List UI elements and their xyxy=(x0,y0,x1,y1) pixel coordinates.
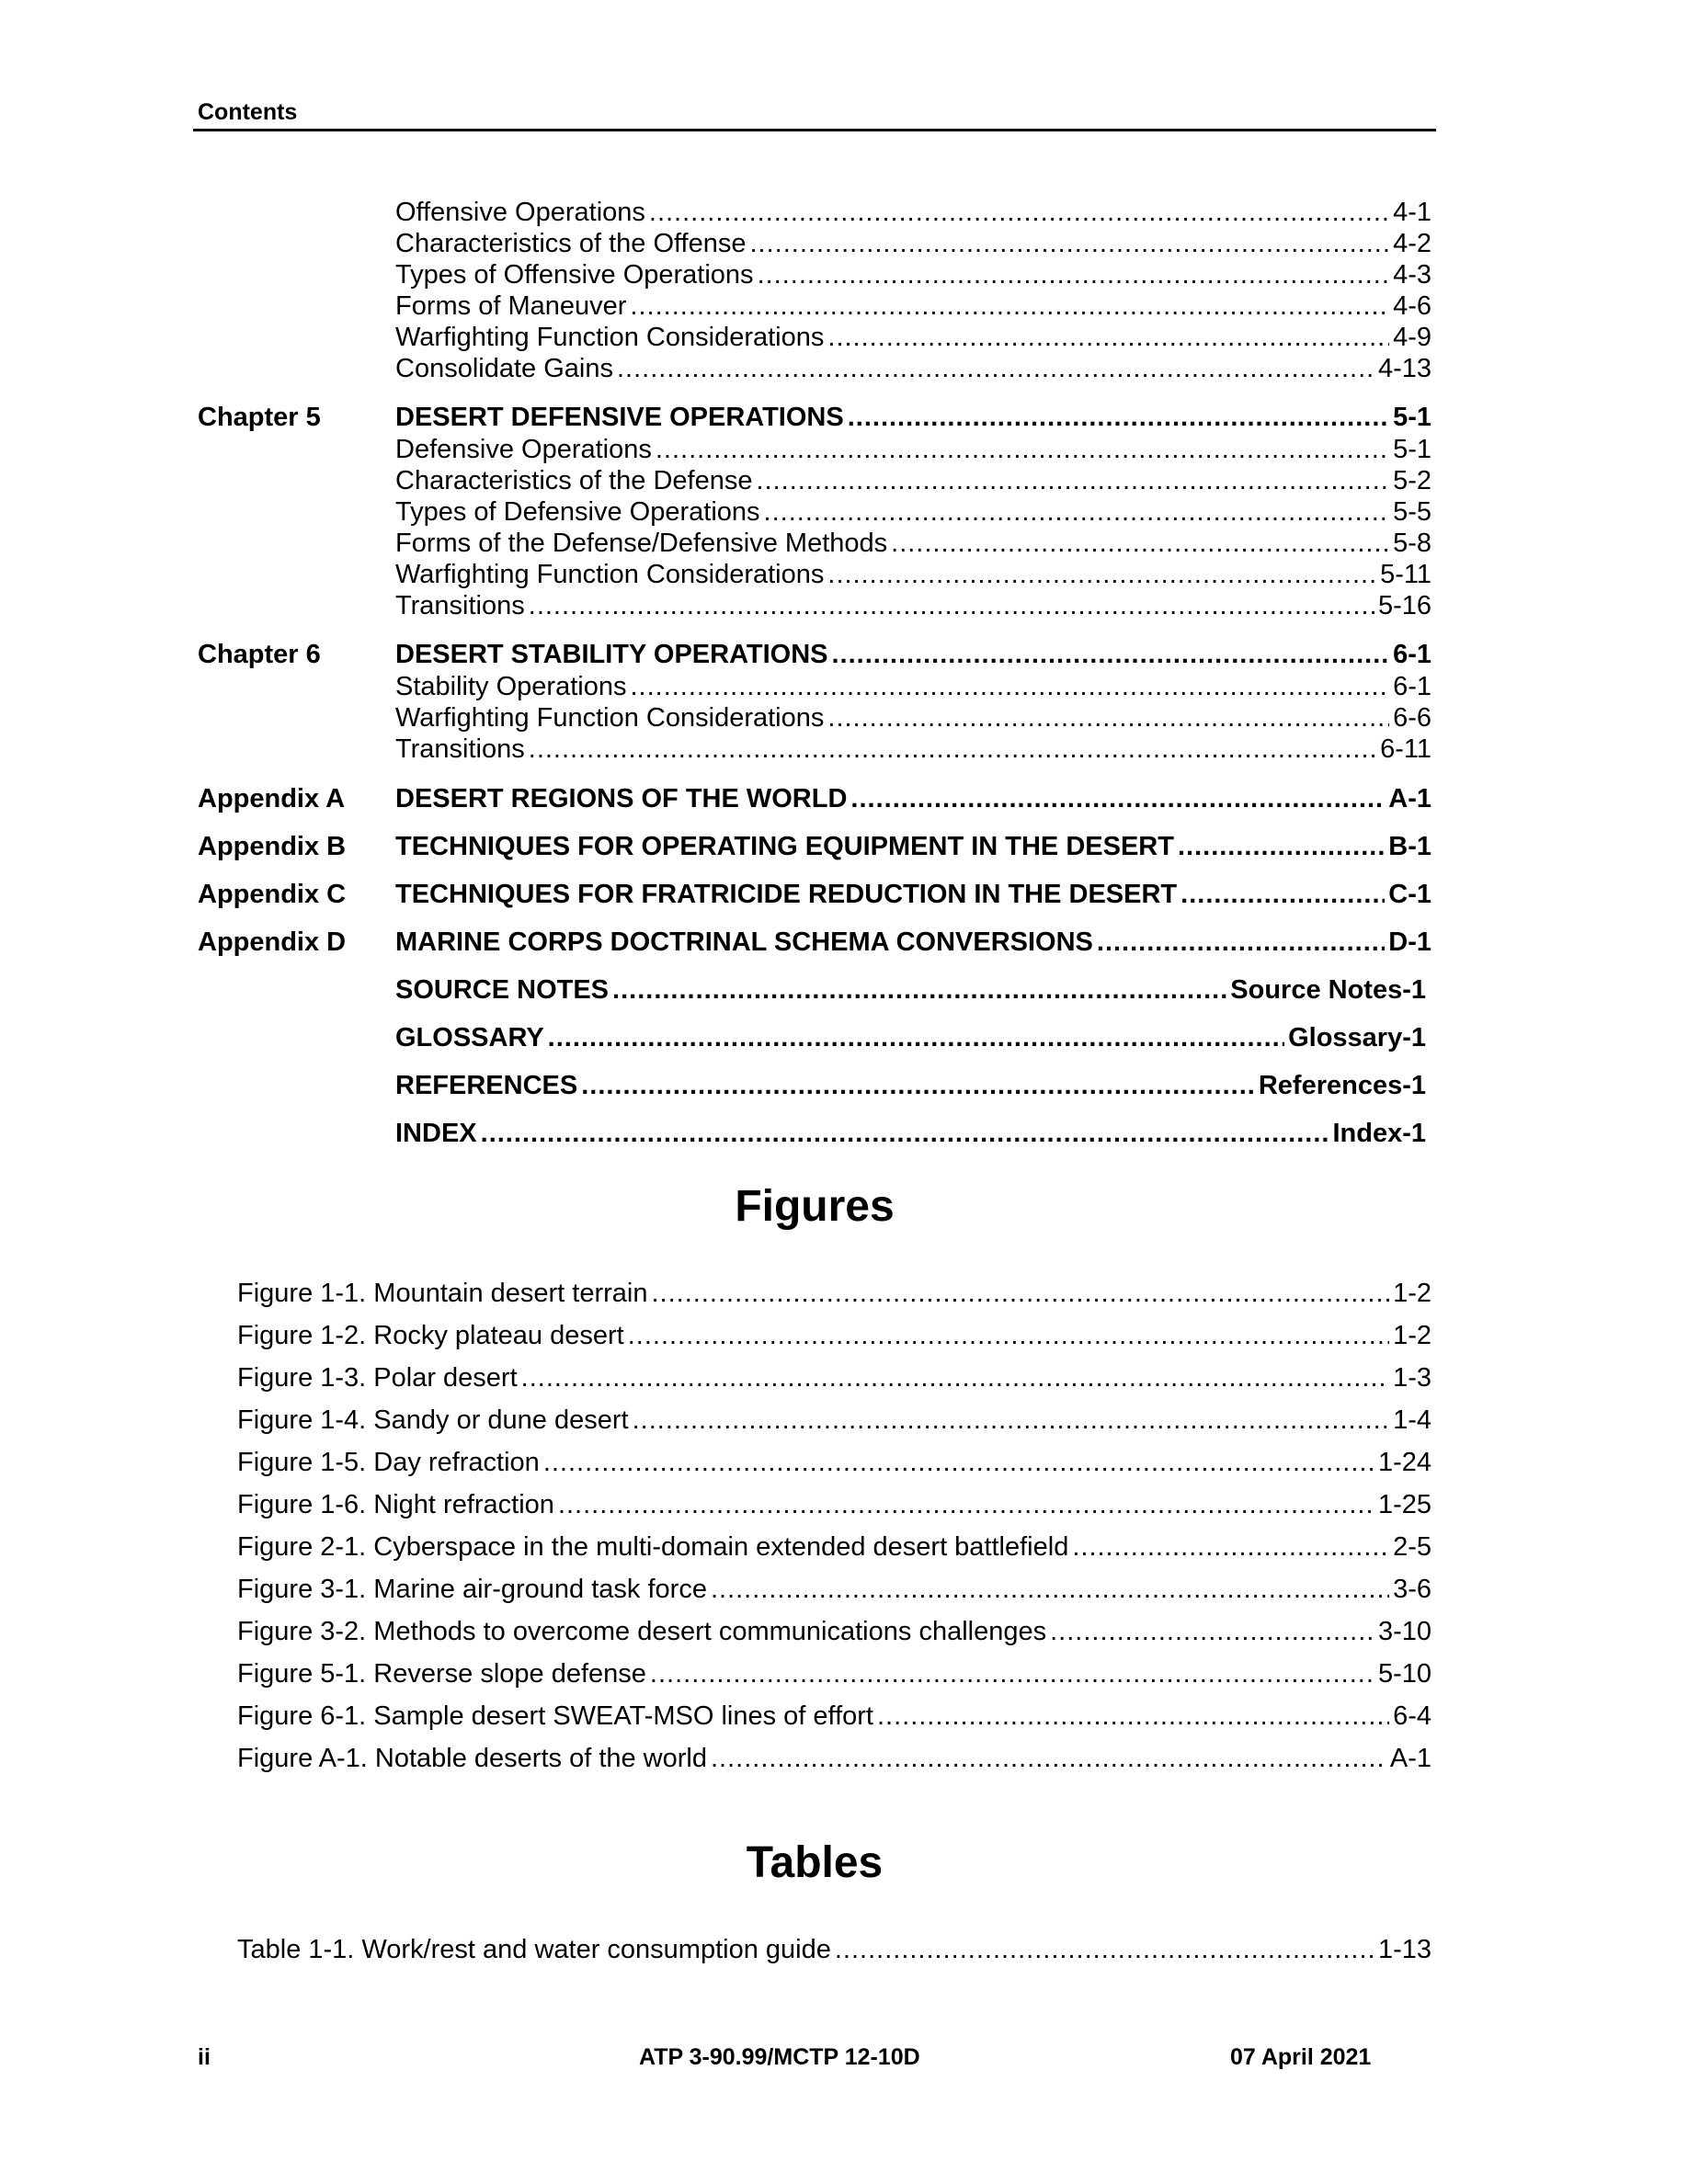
dot-leader xyxy=(612,973,1226,1007)
toc-entry[interactable] xyxy=(395,559,1431,590)
appendix-page: A-1 xyxy=(1388,784,1431,813)
back-matter-title: SOURCE NOTES xyxy=(395,975,610,1005)
dot-leader xyxy=(758,259,1390,290)
toc-entry[interactable] xyxy=(395,290,1431,322)
figure-page: A-1 xyxy=(1389,1744,1431,1773)
appendix-title: MARINE CORPS DOCTRINAL SCHEMA CONVERSIONS xyxy=(395,927,1093,957)
appendix-page: C-1 xyxy=(1388,880,1431,909)
toc-entry-title: Transitions xyxy=(395,734,525,764)
toc-entry-title: Warfighting Function Considerations xyxy=(395,703,825,733)
back-matter-page: References-1 xyxy=(1258,1071,1426,1100)
dot-leader xyxy=(628,1319,1389,1352)
toc-entry-page: 4-3 xyxy=(1393,260,1431,290)
appendix-d-entry[interactable] xyxy=(395,926,1431,959)
figure-entry[interactable] xyxy=(237,1657,1431,1690)
toc-entry-page: 4-2 xyxy=(1393,229,1431,258)
figures-heading: Figures xyxy=(735,1182,895,1231)
dot-leader xyxy=(877,1700,1389,1733)
table-entry[interactable] xyxy=(237,1933,1431,1966)
chapter-title: DESERT DEFENSIVE OPERATIONS xyxy=(395,403,844,432)
appendix-c-entry[interactable] xyxy=(395,878,1431,911)
figure-title: Figure A-1. Notable deserts of the world xyxy=(237,1744,707,1773)
toc-entry-title: Forms of the Defense/Defensive Methods xyxy=(395,529,888,558)
toc-entry-title: Types of Offensive Operations xyxy=(395,260,754,290)
dot-leader xyxy=(827,702,1389,734)
back-matter-title: INDEX xyxy=(395,1119,477,1148)
dot-leader xyxy=(1072,1530,1389,1564)
chapter-6-entry[interactable] xyxy=(395,638,1431,671)
toc-entry[interactable] xyxy=(395,465,1431,496)
chapter-title: DESERT STABILITY OPERATIONS xyxy=(395,640,828,669)
dot-leader xyxy=(835,1933,1374,1966)
back-matter-page: Glossary-1 xyxy=(1288,1023,1426,1052)
toc-entry[interactable] xyxy=(395,322,1431,353)
table-title: Table 1-1. Work/rest and water consumption guide xyxy=(237,1935,831,1964)
header-label: Contents xyxy=(198,99,298,125)
figure-title: Figure 1-6. Night refraction xyxy=(237,1490,554,1519)
footer-date: 07 April 2021 xyxy=(1230,2044,1372,2070)
figure-page: 1-24 xyxy=(1377,1448,1431,1477)
source-notes-entry[interactable] xyxy=(395,973,1426,1007)
toc-entry-title: Characteristics of the Defense xyxy=(395,466,753,495)
figure-title: Figure 3-2. Methods to overcome desert communications challenges xyxy=(237,1617,1047,1646)
toc-entry-page: 5-16 xyxy=(1377,591,1431,620)
dot-leader xyxy=(481,1117,1329,1150)
toc-entry-title: Warfighting Function Considerations xyxy=(395,323,825,352)
figure-title: Figure 1-1. Mountain desert terrain xyxy=(237,1279,648,1308)
figure-page: 2-5 xyxy=(1393,1532,1431,1562)
dot-leader xyxy=(650,1657,1374,1690)
dot-leader xyxy=(630,290,1389,322)
figure-page: 1-4 xyxy=(1393,1405,1431,1435)
toc-entry[interactable] xyxy=(395,259,1431,290)
toc-entry[interactable] xyxy=(395,671,1431,702)
figure-entry[interactable] xyxy=(237,1361,1431,1394)
dot-leader xyxy=(850,782,1385,815)
toc-entry[interactable] xyxy=(395,228,1431,259)
toc-entry-page: 4-9 xyxy=(1393,323,1431,352)
dot-leader xyxy=(656,434,1389,465)
figure-page: 1-25 xyxy=(1377,1490,1431,1519)
dot-leader xyxy=(558,1488,1374,1521)
dot-leader xyxy=(827,322,1389,353)
dot-leader xyxy=(581,1069,1255,1102)
dot-leader xyxy=(848,401,1389,434)
tables-heading: Tables xyxy=(746,1838,884,1887)
dot-leader xyxy=(764,496,1390,528)
toc-entry-page: 5-8 xyxy=(1393,529,1431,558)
figure-entry[interactable] xyxy=(237,1446,1431,1479)
figure-title: Figure 5-1. Reverse slope defense xyxy=(237,1659,646,1689)
appendix-page: D-1 xyxy=(1388,927,1431,957)
figure-title: Figure 1-3. Polar desert xyxy=(237,1363,518,1393)
toc-entry-page: 5-2 xyxy=(1393,466,1431,495)
appendix-d-label: Appendix D xyxy=(198,927,347,957)
toc-entry-page: 6-1 xyxy=(1393,672,1431,701)
dot-leader xyxy=(749,228,1389,259)
figure-title: Figure 2-1. Cyberspace in the multi-domain extended desert battlefield xyxy=(237,1532,1069,1562)
dot-leader xyxy=(652,1277,1390,1310)
figure-entry[interactable] xyxy=(237,1742,1431,1775)
figure-page: 5-10 xyxy=(1377,1659,1431,1689)
appendix-b-label: Appendix B xyxy=(198,832,347,861)
footer-page-number: ii xyxy=(198,2044,211,2070)
back-matter-title: REFERENCES xyxy=(395,1071,578,1100)
dot-leader xyxy=(756,465,1389,496)
toc-entry-title: Types of Defensive Operations xyxy=(395,497,760,527)
figure-entry[interactable] xyxy=(237,1277,1431,1310)
figure-page: 1-2 xyxy=(1393,1321,1431,1350)
dot-leader xyxy=(633,1404,1389,1437)
toc-entry[interactable] xyxy=(395,590,1431,621)
toc-entry-title: Forms of Maneuver xyxy=(395,291,627,321)
back-matter-title: GLOSSARY xyxy=(395,1023,544,1052)
figure-page: 1-3 xyxy=(1393,1363,1431,1393)
back-matter-page: Index-1 xyxy=(1332,1119,1426,1148)
figure-title: Figure 1-5. Day refraction xyxy=(237,1448,540,1477)
appendix-b-entry[interactable] xyxy=(395,830,1431,863)
toc-entry[interactable] xyxy=(395,353,1431,384)
figure-page: 1-2 xyxy=(1393,1279,1431,1308)
appendix-a-label: Appendix A xyxy=(198,784,346,813)
toc-entry-title: Characteristics of the Offense xyxy=(395,229,747,258)
appendix-c-label: Appendix C xyxy=(198,880,347,909)
chapter-5-entry[interactable] xyxy=(395,401,1431,434)
figure-title: Figure 3-1. Marine air-ground task force xyxy=(237,1575,707,1604)
toc-entry[interactable] xyxy=(395,528,1431,559)
appendix-title: TECHNIQUES FOR FRATRICIDE REDUCTION IN THE DESERT xyxy=(395,880,1178,909)
toc-entry-page: 5-5 xyxy=(1393,497,1431,527)
toc-entry-title: Warfighting Function Considerations xyxy=(395,560,825,589)
figure-entry[interactable] xyxy=(237,1530,1431,1564)
dot-leader xyxy=(617,353,1374,384)
dot-leader xyxy=(891,528,1389,559)
glossary-entry[interactable] xyxy=(395,1021,1426,1054)
figure-entry[interactable] xyxy=(237,1700,1431,1733)
figure-page: 3-6 xyxy=(1393,1575,1431,1604)
toc-entry-title: Defensive Operations xyxy=(395,435,652,464)
dot-leader xyxy=(521,1361,1389,1394)
chapter-6-label: Chapter 6 xyxy=(198,640,321,669)
appendix-a-entry[interactable] xyxy=(395,782,1431,815)
appendix-page: B-1 xyxy=(1388,832,1431,861)
toc-entry-page: 5-1 xyxy=(1393,435,1431,464)
back-matter-page: Source Notes-1 xyxy=(1230,975,1426,1005)
dot-leader xyxy=(832,638,1390,671)
dot-leader xyxy=(827,559,1376,590)
dot-leader xyxy=(711,1742,1386,1775)
toc-entry[interactable] xyxy=(395,496,1431,528)
figure-entry[interactable] xyxy=(237,1319,1431,1352)
toc-entry[interactable] xyxy=(395,702,1431,734)
footer-publication: ATP 3-90.99/MCTP 12-10D xyxy=(639,2044,920,2070)
appendix-title: DESERT REGIONS OF THE WORLD xyxy=(395,784,848,813)
toc-entry-page: 4-1 xyxy=(1393,198,1431,227)
dot-leader xyxy=(1178,830,1385,863)
figure-title: Figure 6-1. Sample desert SWEAT-MSO lines of effort xyxy=(237,1701,873,1731)
references-entry[interactable] xyxy=(395,1069,1426,1102)
dot-leader xyxy=(630,671,1389,702)
table-page: 1-13 xyxy=(1377,1935,1431,1964)
dot-leader xyxy=(543,1446,1374,1479)
index-entry[interactable] xyxy=(395,1117,1426,1150)
toc-entry-page: 4-6 xyxy=(1393,291,1431,321)
appendix-title: TECHNIQUES FOR OPERATING EQUIPMENT IN THE DESERT xyxy=(395,832,1174,861)
chapter-page: 6-1 xyxy=(1393,640,1431,669)
toc-entry-title: Consolidate Gains xyxy=(395,354,613,383)
figure-title: Figure 1-4. Sandy or dune desert xyxy=(237,1405,629,1435)
dot-leader xyxy=(649,197,1389,228)
chapter-5-label: Chapter 5 xyxy=(198,403,321,432)
dot-leader xyxy=(711,1573,1389,1606)
dot-leader xyxy=(529,734,1376,765)
dot-leader xyxy=(1097,926,1385,959)
toc-entry-page: 4-13 xyxy=(1377,354,1431,383)
figure-page: 6-4 xyxy=(1393,1701,1431,1731)
toc-entry-page: 5-11 xyxy=(1380,560,1431,589)
figure-page: 3-10 xyxy=(1377,1617,1431,1646)
toc-entry-page: 6-11 xyxy=(1380,734,1431,764)
toc-entry[interactable] xyxy=(395,434,1431,465)
figure-entry[interactable] xyxy=(237,1615,1431,1648)
figure-entry[interactable] xyxy=(237,1404,1431,1437)
dot-leader xyxy=(1180,878,1385,911)
figure-title: Figure 1-2. Rocky plateau desert xyxy=(237,1321,624,1350)
toc-entry-page: 6-6 xyxy=(1393,703,1431,733)
toc-entry[interactable] xyxy=(395,197,1431,228)
toc-entry-title: Transitions xyxy=(395,591,525,620)
figure-entry[interactable] xyxy=(237,1488,1431,1521)
dot-leader xyxy=(548,1021,1284,1054)
toc-entry-title: Stability Operations xyxy=(395,672,627,701)
chapter-page: 5-1 xyxy=(1393,403,1431,432)
figure-entry[interactable] xyxy=(237,1573,1431,1606)
header-rule xyxy=(193,129,1436,131)
toc-entry[interactable] xyxy=(395,734,1431,765)
toc-entry-title: Offensive Operations xyxy=(395,198,645,227)
dot-leader xyxy=(1050,1615,1374,1648)
dot-leader xyxy=(529,590,1374,621)
